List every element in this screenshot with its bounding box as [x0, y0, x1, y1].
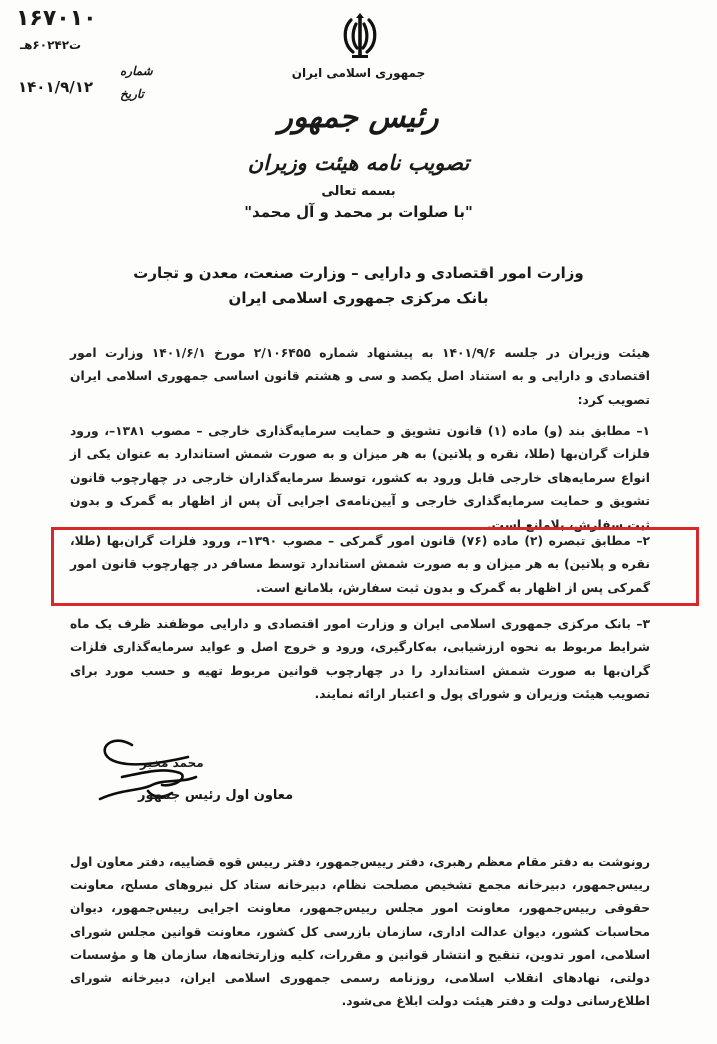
- date-label: تاریخ: [120, 87, 144, 101]
- document-number: [16, 6, 97, 31]
- addressee-line-1: وزارت امور اقتصادی و دارایی – وزارت صنعت، معدن و تجارت: [133, 264, 584, 282]
- ref-number: ت۶۰۲۴۲هـ: [20, 38, 82, 52]
- doc-number-value: ۱۶۷۰۱۰: [16, 6, 97, 31]
- country-name: جمهوری اسلامی ایران: [291, 66, 426, 80]
- item-1-paragraph: ۱– مطابق بند (و) ماده (۱) قانون تشویق و حمایت سرمایه‌گذاری خارجی – مصوب ۱۳۸۱–، ورود فلزات گران‌بها (طلا، نقره و پلاتین) به هر میزان و به صورت شمش استاندارد به عنوان یکی از انواع سرمایه‌های خارجی قابل ورود به کشور، توسط سرمایه‌گذاران خارجی در چهارچوب قانون تشویق و حمایت سرمایه‌گذاری خارجی و آیین‌نامه‌ی اجرایی آن پس از اظهار به گمرک و بدون ثبت سفارش، بلامانع است.: [70, 424, 650, 532]
- approval-title: تصویب نامه هیئت وزیران: [247, 150, 470, 175]
- highlight-box: [51, 527, 699, 606]
- signer-name: محمد مخبر: [140, 756, 204, 770]
- date-value: ۱۴۰۱/۹/۱۲: [18, 78, 94, 96]
- item-3-paragraph: ۳– بانک مرکزی جمهوری اسلامی ایران و وزارت امور اقتصادی و دارایی موظفند ظرف یک ماه شرایط مربوط به نحوه ارزشیابی، به‌کارگیری، ورود و خروج اصل و عواید سرمایه‌گذاری فلزات گران‌بها به صورت شمش استاندارد را در چهارچوب قوانین مربوط تهیه و حسب مورد برای تصویب هیئت وزیران و شورای پول و اعتبار ارائه نمایند.: [70, 617, 650, 702]
- item-2-paragraph: ۲– مطابق تبصره (۲) ماده (۷۶) قانون امور گمرکی – مصوب ۱۳۹۰–، ورود فلزات گران‌بها (طلا، نقره و پلاتین) به هر میزان و به صورت شمش استاندارد توسط مسافر در چهارچوب قانون امور گمرکی پس از اظهار به گمرک و بدون ثبت سفارش، بلامانع است.: [70, 534, 650, 595]
- iran-emblem-icon: [339, 12, 381, 60]
- intro-paragraph: هیئت وزیران در جلسه ۱۴۰۱/۹/۶ به پیشنهاد شماره ۲/۱۰۶۴۵۵ مورخ ۱۴۰۱/۶/۱ وزارت امور اقتصادی و دارایی و به استناد اصل یکصد و سی و هشتم قانون اساسی جمهوری اسلامی ایران تصویب کرد:: [70, 346, 650, 407]
- office-title: رئیس جمهور: [278, 100, 439, 135]
- signer-title: معاون اول رئیس جمهور: [138, 788, 294, 803]
- number-label: شماره: [120, 64, 153, 78]
- addressee-line-2: بانک مرکزی جمهوری اسلامی ایران: [228, 289, 489, 307]
- cc-paragraph: رونوشت به دفتر مقام معظم رهبری، دفتر رییس‌جمهور، دفتر رییس قوه قضاییه، دفتر معاون اول رییس‌جمهور، دبیرخانه مجمع تشخیص مصلحت نظام، دبیرخانه ستاد کل نیروهای مسلح، معاونت حقوقی رییس‌جمهور، معاونت امور مجلس رییس‌جمهور، معاونت اجرایی رییس‌جمهور، دیوان محاسبات کشور، دیوان عدالت اداری، سازمان بازرسی کل کشور، معاونت قوانین مجلس شورای اسلامی، امور تدوین، تنقیح و انتشار قوانین و مقررات، کلیه وزارتخانه‌ها، سازمان ها و مؤسسات دولتی، نهادهای انقلاب اسلامی، روزنامه رسمی جمهوری اسلامی ایران، دبیرخانه شورای اطلاع‌رسانی دولت و دفتر هیئت دولت ابلاغ می‌شود.: [70, 855, 650, 1009]
- salawat-line: "با صلوات بر محمد و آل محمد": [244, 203, 473, 221]
- bismillah: بسمه تعالی: [321, 184, 396, 199]
